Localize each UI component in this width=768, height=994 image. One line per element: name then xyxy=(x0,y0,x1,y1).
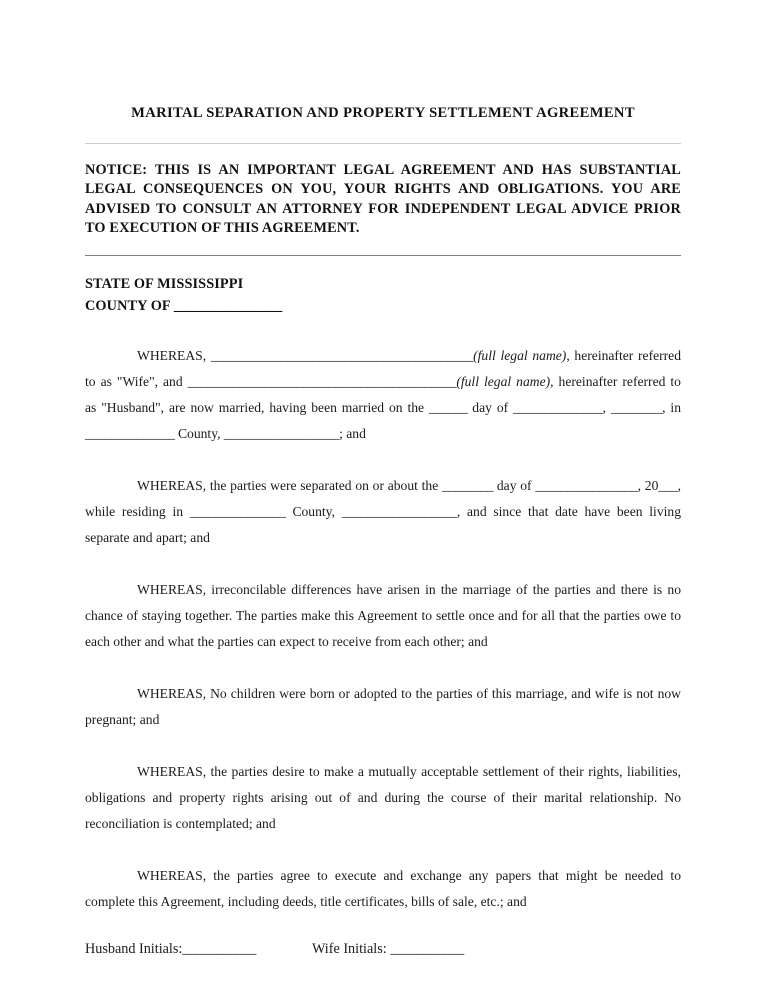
marriage-year-blank[interactable]: ________ xyxy=(610,400,663,416)
county-blank-field[interactable]: ________________ xyxy=(173,298,282,315)
county-line xyxy=(85,295,681,317)
p2-lead: WHEREAS, the parties were separated on or about the xyxy=(137,478,442,494)
whereas-paragraph-2 xyxy=(85,473,681,551)
legal-notice-paragraph: NOTICE: THIS IS AN IMPORTANT LEGAL AGREEMENT AND HAS SUBSTANTIAL LEGAL CONSEQUENCES ON YOU, YOUR RIGHTS AND OBLIGATIONS. YOU ARE ADVISED TO CONSULT AN ATTORNEY FOR INDEPENDENT LEGAL ADVICE PRIOR TO EXECUTION OF THIS AGREEMENT. xyxy=(85,162,681,236)
p1-seg-2: , hereinafter referred to as "Husband", are now married, having been married on the xyxy=(85,374,681,416)
marriage-month-blank[interactable]: ______________ xyxy=(513,400,603,416)
p1-seg-5: , in xyxy=(662,400,682,416)
document-content xyxy=(85,0,681,959)
p2-seg-1: day of xyxy=(493,478,536,494)
state-line: STATE OF MISSISSIPPI xyxy=(85,276,244,293)
wife-initials-blank[interactable]: ___________ xyxy=(390,941,464,958)
p1-seg-4: , xyxy=(602,400,611,416)
husband-name-blank[interactable]: __________________________________________ xyxy=(187,374,457,390)
whereas-paragraph-1 xyxy=(85,343,681,447)
whereas-paragraph-3: WHEREAS, irreconcilable differences have arisen in the marriage of the parties and there is no chance of staying together. The parties make this Agreement to settle once and for all that the parties owe to each other and what the parties can expect to receive from each other; and xyxy=(85,582,681,650)
p2-seg-4: County, xyxy=(285,504,342,520)
venue-block xyxy=(85,256,681,317)
initials-footer xyxy=(85,915,681,959)
husband-initials-blank[interactable]: ___________ xyxy=(182,941,256,958)
p2-seg-2: , 20 xyxy=(637,478,659,494)
marriage-county-blank[interactable]: ______________ xyxy=(85,426,175,442)
p1-seg-3: day of xyxy=(467,400,514,416)
whereas-paragraph-4: WHEREAS, No children were born or adopted to the parties of this marriage, and wife is not now pregnant; and xyxy=(85,686,681,728)
residing-state-blank[interactable]: __________________ xyxy=(341,504,457,520)
p1-lead: WHEREAS, xyxy=(137,348,211,364)
p2-seg-5: , and since that date have been living separate and apart; and xyxy=(85,504,681,546)
marriage-day-blank[interactable]: ______ xyxy=(429,400,468,416)
separation-year-blank[interactable]: ___ xyxy=(658,478,678,494)
whereas-paragraph-6: WHEREAS, the parties agree to execute and exchange any papers that might be needed to complete this Agreement, including deeds, title certificates, bills of sale, etc.; and xyxy=(85,868,681,910)
whereas-paragraph-5: WHEREAS, the parties desire to make a mutually acceptable settlement of their rights, liabilities, obligations and property rights arising out of and during the course of their marital relationship. No reconciliation is contemplated; and xyxy=(85,764,681,832)
p1-seg-7: ; and xyxy=(339,426,366,442)
p1-seg-1: , hereinafter referred to as "Wife", and xyxy=(85,348,682,390)
p1-seg-6: County, xyxy=(174,426,224,442)
p1-note-2: (full legal name) xyxy=(456,374,551,390)
residing-county-blank[interactable]: _______________ xyxy=(189,504,286,520)
p1-note-1: (full legal name) xyxy=(473,348,567,364)
county-label: COUNTY OF xyxy=(85,298,174,315)
husband-initials-label: Husband Initials: xyxy=(85,941,183,958)
wife-initials-label: Wife Initials: xyxy=(311,941,391,958)
marriage-state-blank[interactable]: __________________ xyxy=(223,426,340,442)
page-title: MARITAL SEPARATION AND PROPERTY SETTLEMENT AGREEMENT xyxy=(131,105,635,121)
separation-month-blank[interactable]: ________________ xyxy=(535,478,638,494)
wife-name-blank[interactable]: _________________________________________ xyxy=(210,348,474,364)
p2-seg-3: , while residing in xyxy=(85,478,682,520)
separation-day-blank[interactable]: ________ xyxy=(441,478,494,494)
